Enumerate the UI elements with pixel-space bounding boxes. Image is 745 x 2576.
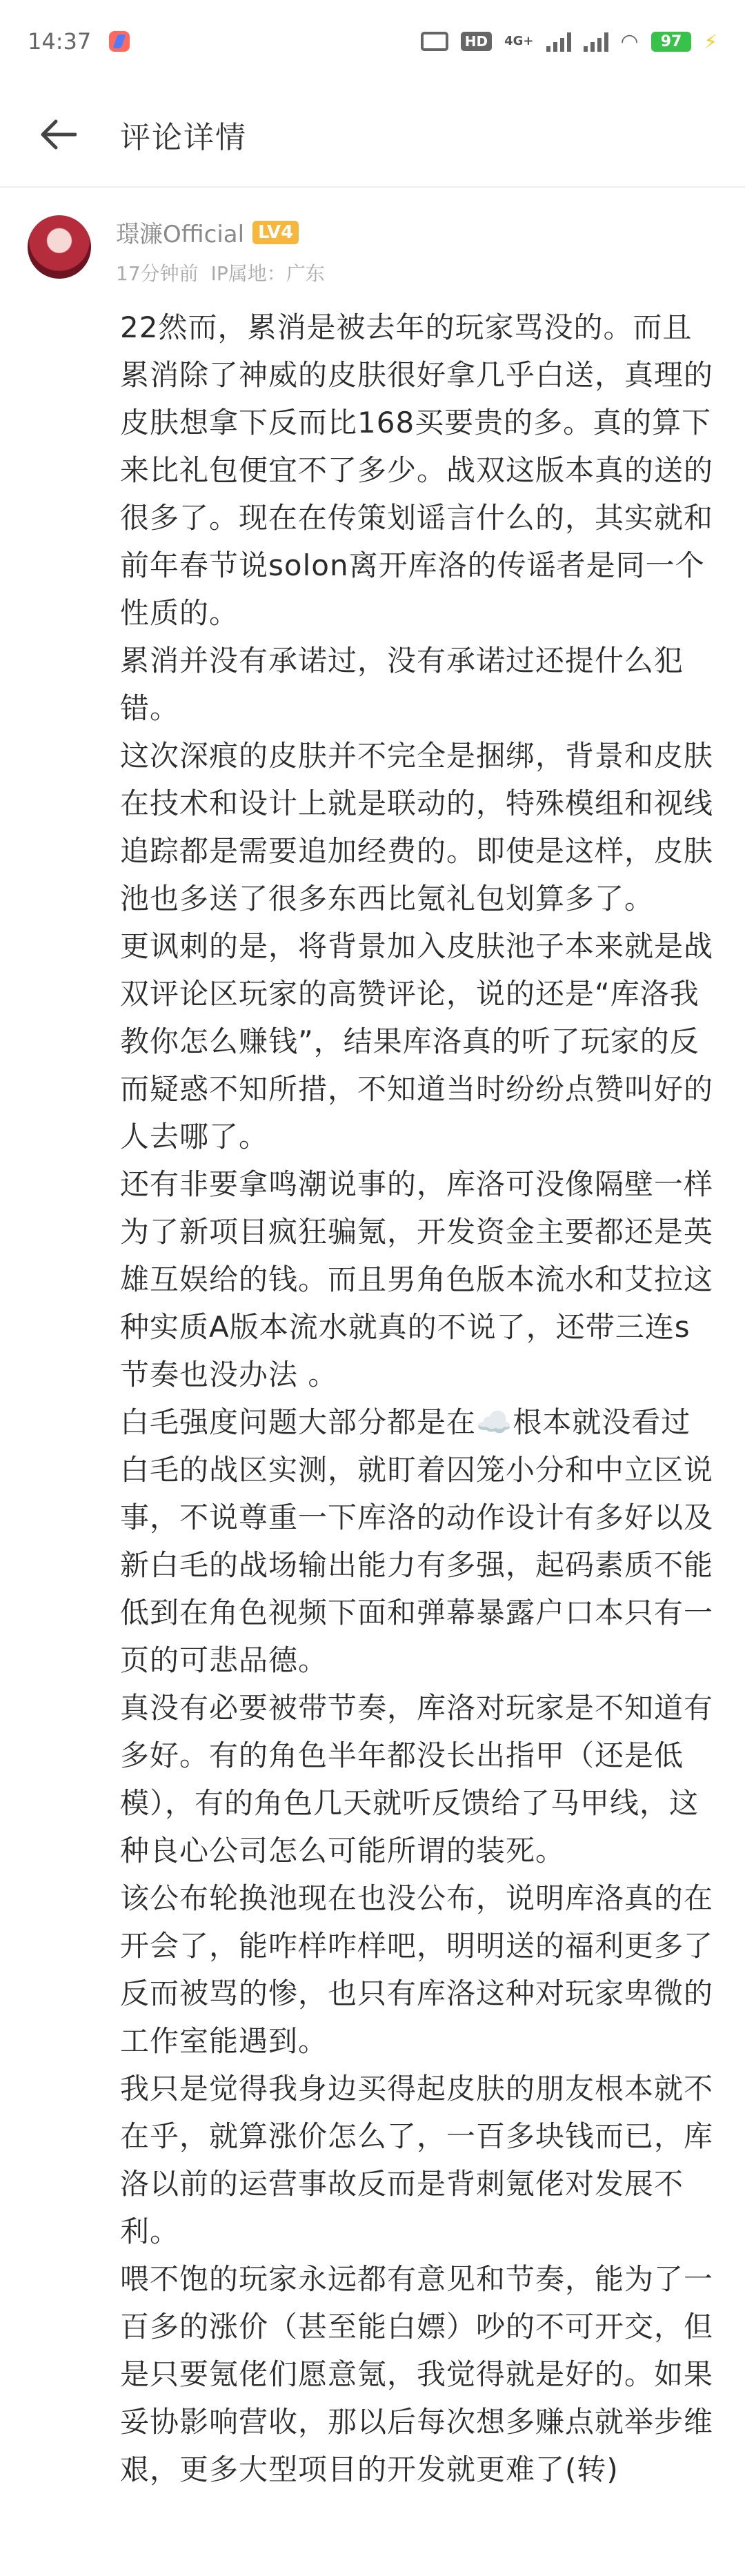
comment-paragraph: 该公布轮换池现在也没公布，说明库洛真的在开会了，能咋样咋样吧，明明送的福利更多了反而被骂的惨，也只有库洛这种对玩家卑微的工作室能遇到。 [120,1881,714,2058]
comment-paragraph: 22然而，累消是被去年的玩家骂没的。而且累消除了神威的皮肤很好拿几乎白送，真理的皮肤想拿下反而比168买要贵的多。真的算下来比礼包便宜不了多少。战双这版本真的送的很多了。现在在传策划谣言什么的，其实就和前年春节说solon离开库洛的传谣者是同一个性质的。 [120,310,714,630]
top-nav-bar [0,83,745,188]
comment-paragraph: 累消并没有承诺过，没有承诺过还提什么犯错。 [120,644,684,725]
level-badge: LV4 [252,221,299,244]
network-type: 4G+ [504,34,534,48]
vibrate-icon [421,32,448,51]
author-name[interactable]: 璟濂Official [116,221,245,248]
comment-paragraph: 真没有必要被带节奏，库洛对玩家是不知道有多好。有的角色半年都没长出指甲（还是低模），有的角色几天就听反馈给了马甲线，这种良心公司怎么可能所谓的装死。 [120,1691,714,1867]
status-bar [0,0,745,83]
comment-paragraph: 更讽刺的是，将背景加入皮肤池子本来就是战双评论区玩家的高赞评论，说的还是“库洛我教你怎么赚钱”，结果库洛真的听了玩家的反而疑惑不知所措，不知道当时纷纷点赞叫好的人去哪了。 [120,929,714,1153]
comment-body [120,304,713,2493]
comment-author [28,215,717,284]
comment-paragraph: 这次深痕的皮肤并不完全是捆绑，背景和皮肤在技术和设计上就是联动的，特殊模组和视线追踪都是需要追加经费的。即使是这样，皮肤池也多送了很多东西比氪礼包划算多了。 [120,739,714,915]
comment-paragraph: 我只是觉得我身边买得起皮肤的朋友根本就不在乎，就算涨价怎么了，一百多块钱而已，库洛以前的运营事故反而是背刺氪佬对发展不利。 [120,2072,714,2248]
status-time: 14:37 [28,28,92,55]
comment-paragraph: 还有非要拿鸣潮说事的，库洛可没像隔壁一样为了新项目疯狂骗氪，开发资金主要都还是英雄互娱给的钱。而且男角色版本流水和艾拉这种实质A版本流水就真的不说了，还带三连s节奏也没办法 。 [120,1167,714,1391]
signal-icon [546,31,571,52]
signal-icon-2 [584,31,608,52]
hd-badge: HD [461,32,492,51]
battery-level: 97 [651,32,692,52]
arrow-left-icon [39,119,77,150]
page-title: 评论详情 [120,120,247,155]
comment-time: 17分钟前 [116,262,199,285]
comment-paragraph: 白毛强度问题大部分都是在☁️根本就没看过白毛的战区实测，就盯着囚笼小分和中立区说事，不说尊重一下库洛的动作设计有多好以及新白毛的战场输出能力有多强，起码素质不能低到在角色视频下面和弹幕暴露户口本只有一页的可悲品德。 [120,1405,714,1677]
avatar[interactable] [28,215,91,279]
back-button[interactable] [26,103,90,166]
app-notification-icon [109,31,130,52]
wifi-icon: ◠ [620,29,639,54]
charging-icon: ⚡ [704,30,717,53]
comment-paragraph: 喂不饱的玩家永远都有意见和节奏，能为了一百多的涨价（甚至能白嫖）吵的不可开交，但是只要氪佬们愿意氪，我觉得就是好的。如果妥协影响营收，那以后每次想多赚点就举步维艰，更多大型项目的开发就更难了(转) [120,2262,714,2486]
ip-location: IP属地：广东 [210,262,325,285]
